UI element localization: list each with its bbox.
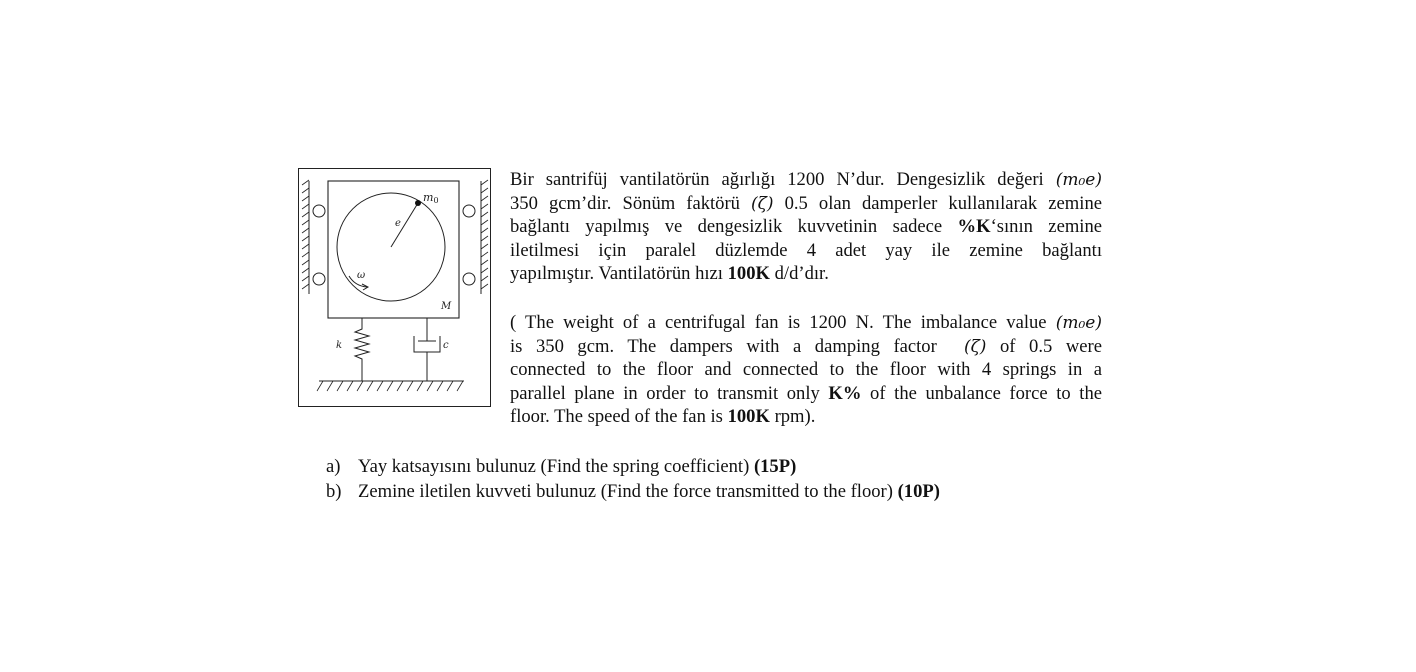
en-line-1: ( The weight of a centrifugal fan is 1200 N. The imbalance value (m₀e) (510, 312, 1102, 333)
fan-vibration-figure (298, 168, 491, 407)
label-omega: ω (357, 270, 366, 281)
roller-right-bottom (463, 273, 475, 285)
roller-right-top (463, 205, 475, 217)
label-k: k (336, 340, 343, 351)
tr-line-4: iletilmesi için paralel düzlemde 4 adet yay ile zemine bağlantı (510, 239, 1102, 261)
floor-hatch (317, 381, 463, 391)
spring-damper-diagram (299, 169, 492, 408)
tr-line-1: Bir santrifüj vantilatörün ağırlığı 1200 N’dur. Dengesizlik değeri (m₀e) (510, 169, 1102, 190)
right-wall-hatch (481, 180, 488, 289)
roller-left-bottom (313, 273, 325, 285)
english-paragraph (510, 311, 1102, 429)
mass-M-box (328, 181, 459, 318)
en-line-2: is 350 gcm. The dampers with a damping factor (ζ) of 0.5 were (510, 335, 1102, 357)
unbalance-mass-dot (415, 200, 421, 206)
question-a: a) Yay katsayısını bulunuz (Find the spring coefficient) (15P) (326, 456, 797, 477)
label-e: e (395, 218, 401, 229)
tr-line-2: 350 gcm’dir. Sönüm faktörü (ζ) 0.5 olan damperler kullanılarak zemine (510, 192, 1102, 214)
en-line-4: parallel plane in order to transmit only K% of the unbalance force to the (510, 382, 1103, 404)
label-M: M (441, 301, 452, 312)
turkish-paragraph (510, 168, 1102, 286)
tr-line-5: yapılmıştır. Vantilatörün hızı 100K d/d’dır. (510, 263, 829, 285)
en-line-3: connected to the floor and connected to the floor with 4 springs in a (510, 359, 1102, 381)
question-b: b) Zemine iletilen kuvveti bulunuz (Find the force transmitted to the floor) (10P) (326, 481, 940, 502)
roller-left-top (313, 205, 325, 217)
spring-k (355, 318, 369, 381)
label-c: c (443, 340, 449, 351)
en-line-5: floor. The speed of the fan is 100K rpm). (510, 406, 816, 428)
tr-line-3: bağlantı yapılmış ve dengesizlik kuvvetinin sadece %K‘sının zemine (510, 216, 1102, 238)
question-list (326, 454, 940, 504)
label-m0: m0 (423, 191, 439, 205)
left-wall-hatch (302, 180, 309, 289)
